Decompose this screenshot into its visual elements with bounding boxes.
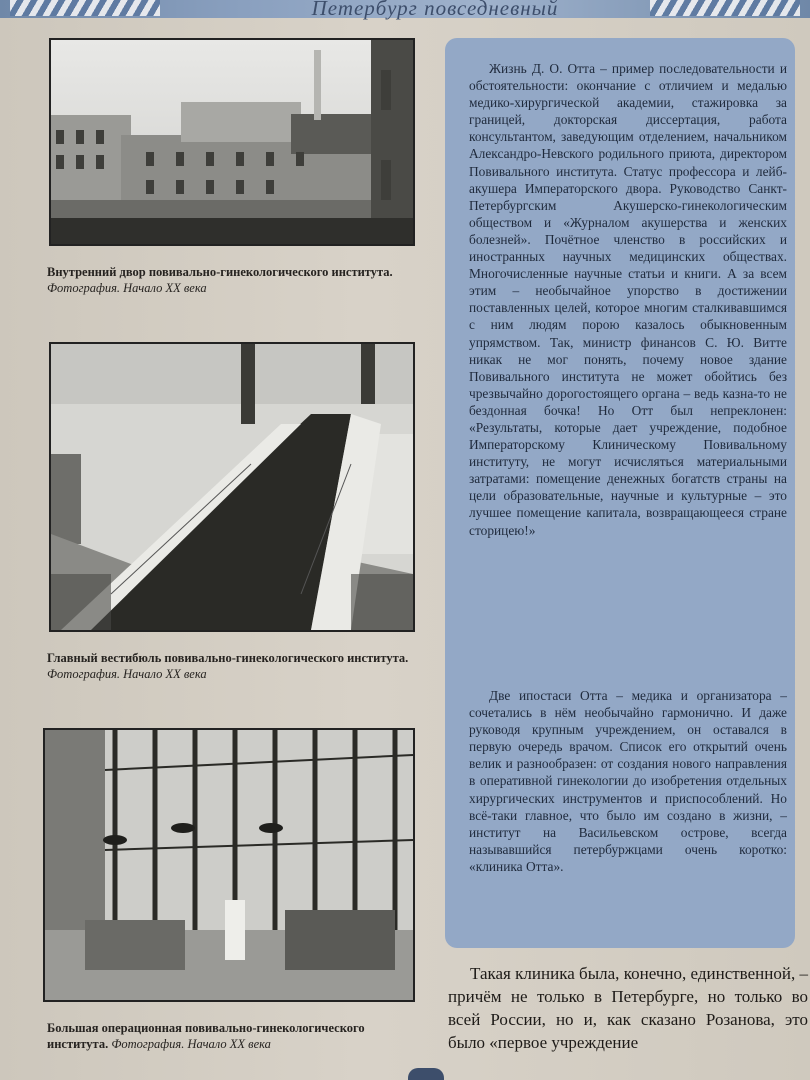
main-body-text: Такая клиника была, конечно, единственной, – причём не только в Петербурге, но только во всей России, но и, как сказано Розанова, это было «первое учреждение: [448, 964, 808, 1052]
operating-room-caption-source: Фотография. Начало XX века: [111, 1037, 271, 1051]
vestibule-caption-source: Фотография. Начало XX века: [47, 667, 207, 681]
operating-room-photo: [43, 728, 415, 1002]
courtyard-caption: [47, 264, 427, 296]
courtyard-photo: [49, 38, 415, 246]
vestibule-caption-text: Главный вестибюль повивально-гинекологического института.: [47, 651, 409, 665]
operating-room-caption: [47, 1020, 427, 1052]
page-number-tab: [408, 1068, 444, 1080]
sidebar-paragraph-2: Две ипостаси Отта – медика и организатора – сочетались в нём необычайно гармонично. И даже руководя крупным учреждением, он оставался в первую очередь врачом. Список его открытий очень велик и разнообразен: от создания нового направления в оперативной гинекологии до изобретения отдельных хирургических инструментов и приспособлений. Но всё-таки главное, что было им создано в жизни, – институт на Васильевском острове, всегда называвшийся петербуржцами очень коротко: «клиника Отта».: [469, 688, 787, 874]
sidebar-paragraph-1: Жизнь Д. О. Отта – пример последовательности и обстоятельности: окончание с отличием и медалью медико-хирургической академии, стажировка за границей, докторская диссертация, работа консультантом, заведующим отделением, начальником Александро-Невского родильного приюта, директором Повивального института. Статус профессора и лейб-акушера Императорского двора. Руководство Санкт-Петербургским Акушерско-гинекологическим обществом и «Журналом акушерства и женских болезней». Почётное членство в российских и иностранных научных медицинских обществах. Многочисленные научные статьи и книги. А за всем этим – необычайное упорство в достижении поставленных целей, которое многим сталкивавшимся с ним людям порою казалось обыкновенным упрямством. Так, министр финансов С. Ю. Витте никак не мог понять, почему новое здание Повивального института не может обойтись без чрезвычайно дорогостоящего органа – ведь казна-то не бездонная бочка! Но Отт был непреклонен: «Результаты, которые дает учреждение, подобное Императорскому Клиническому Повивальному институту, не могут исчисляться материальными затратами: помещение денежных богатств страны на цели образовательные, научные и культурные – это лучшее помещение капитала, возвращающееся стране сторицею!»: [469, 61, 787, 538]
running-header-title: Петербург повседневный: [311, 0, 559, 20]
biography-sidebar: [445, 38, 795, 948]
header-ornament-right: [650, 0, 800, 16]
vestibule-photo: [49, 342, 415, 632]
courtyard-caption-text: Внутренний двор повивально-гинекологического института.: [47, 265, 393, 279]
courtyard-caption-source: Фотография. Начало XX века: [47, 281, 207, 295]
operating-room-caption-text: Большая операционная повивально-гинекологического института.: [47, 1021, 365, 1051]
vestibule-caption: [47, 650, 427, 682]
header-ornament-left: [10, 0, 160, 16]
